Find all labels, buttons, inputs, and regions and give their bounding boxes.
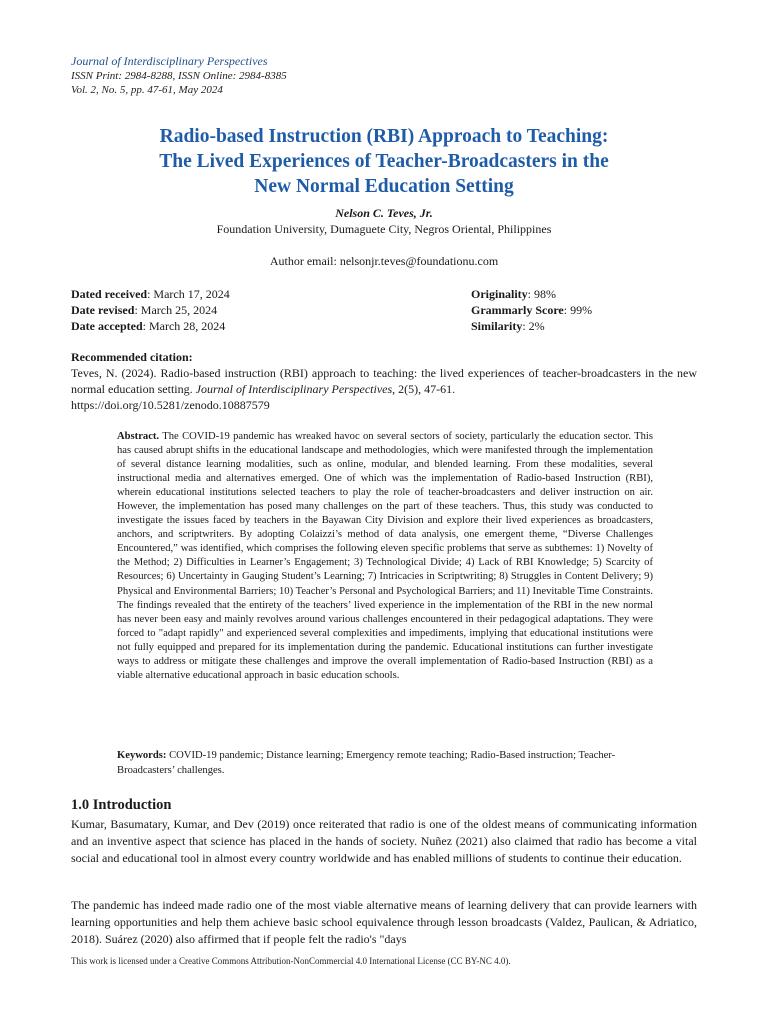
issn-line: ISSN Print: 2984-8288, ISSN Online: 2984-8385 (71, 70, 287, 82)
abstract (117, 430, 653, 683)
introduction-heading: 1.0 Introduction (71, 797, 172, 813)
author-affiliation: Foundation University, Dumaguete City, Negros Oriental, Philippines (216, 222, 552, 236)
abstract-text: The COVID-19 pandemic has wreaked havoc on several sectors of society, particularly the education sector. This has caused abrupt shifts in the educational landscape and methodologies, which were manifested through the implementation of several distance learning modalities, such as online, modular, and blended learning. From these modalities, several instructional media and alternatives emerged. One of which was the implementation of Radio-based Instruction (RBI), wherein educational institutions selected teachers to play the role of teacher-broadcasters and deliver instruction on air. However, the implementation has posed many challenges on the part of these teachers. Thus, this study was conducted to investigate the issues faced by teachers in the Bayawan City Division and explore their lived experiences as broadcasters, anchors, and scriptwriters. By adopting Colaizzi’s method of data analysis, one emergent theme, “Diverse Challenges Encountered,” was identified, which comprises the following eleven specific problems that serve as subthemes: 1) Novelty of the Method; 2) Difficulties in Learner’s Engagement; 3) Technological Divide; 4) Lack of RBI Knowledge; 5) Scarcity of Resources; 6) Uncertainty in Gauging Student’s Learning; 7) Intricacies in Scriptwriting; 8) Struggles in Content Delivery; 9) Physical and Environmental Barriers; 10) Teacher’s Personal and Psychological Barriers; and 11) Inevitable Time Constraints. The findings revealed that the entirety of the teachers’ lived experience in the implementation of the RBI in the new normal has never been easy and mainly revolves around various challenges encountered in their pedagogical adaptations. They were forced to "adapt rapidly" and experienced several complexities and impediments, implying that educational institutions were not fully equipped and prepared for its implementation during the pandemic. Educational institutions can further investigate ways to address or mitigate these challenges and improve the overall implementation of Radio-based Instruction (RBI) as a viable alternative educational approach in basic education schools. (117, 431, 653, 681)
grammarly-score: Grammarly Score: 99% (471, 303, 593, 317)
citation-journal: Journal of Interdisciplinary Perspectives (195, 382, 393, 396)
similarity-score: Similarity: 2% (471, 319, 545, 333)
abstract-label: Abstract. (117, 431, 160, 442)
citation-doi-link[interactable]: https://doi.org/10.5281/zenodo.10887579 (71, 398, 270, 412)
scores-block (471, 286, 592, 334)
date-accepted: Date accepted: March 28, 2024 (71, 319, 226, 333)
author-name: Nelson C. Teves, Jr. (335, 206, 433, 220)
dates-block (71, 286, 230, 334)
paper-title (60, 124, 708, 199)
title-line-3: New Normal Education Setting (254, 176, 514, 197)
citation-heading: Recommended citation: (71, 350, 193, 364)
originality-score: Originality: 98% (471, 287, 557, 301)
date-revised: Date revised: March 25, 2024 (71, 303, 218, 317)
journal-name: Journal of Interdisciplinary Perspectives (71, 54, 268, 68)
keywords-label: Keywords: (117, 750, 167, 761)
license-footer: This work is licensed under a Creative Commons Attribution-NonCommercial 4.0 International License (CC BY-NC 4.0). (71, 956, 511, 966)
keywords-text: COVID-19 pandemic; Distance learning; Emergency remote teaching; Radio-Based instruction; Teacher-Broadcasters’ challenges. (117, 750, 616, 776)
date-received: Dated received: March 17, 2024 (71, 287, 230, 301)
keywords (117, 748, 653, 778)
citation-text: Teves, N. (2024). Radio-based instruction (RBI) approach to teaching: the lived experiences of teacher-broadcasters in the new normal education setting. Journal of Interdisciplinary Perspectives, 2(5), 47-61. https://doi.org/10.5281/zenodo.10887579 (71, 366, 697, 412)
intro-paragraph-1: Kumar, Basumatary, Kumar, and Dev (2019) once reiterated that radio is one of the oldest means of communicating information and an inventive aspect that science has placed in the hands of society. Nuñez (2021) also claimed that radio has become a vital social and educational tool in almost every country worldwide and has enabled millions of students to continue their education. (71, 817, 697, 865)
volume-line: Vol. 2, No. 5, pp. 47-61, May 2024 (71, 84, 223, 96)
intro-paragraph-2: The pandemic has indeed made radio one of the most viable alternative means of learning delivery that can provide learners with learning opportunities and help them achieve basic school equivalence through lesson broadcasts (Valdez, Paulican, & Adriatico, 2018). Suárez (2020) also affirmed that if people felt the radio's "days (71, 898, 697, 946)
author-email[interactable]: Author email: nelsonjr.teves@foundationu.com (269, 254, 499, 268)
title-line-2: The Lived Experiences of Teacher-Broadcasters in the (159, 151, 609, 172)
title-line-1: Radio-based Instruction (RBI) Approach to Teaching: (159, 126, 609, 147)
